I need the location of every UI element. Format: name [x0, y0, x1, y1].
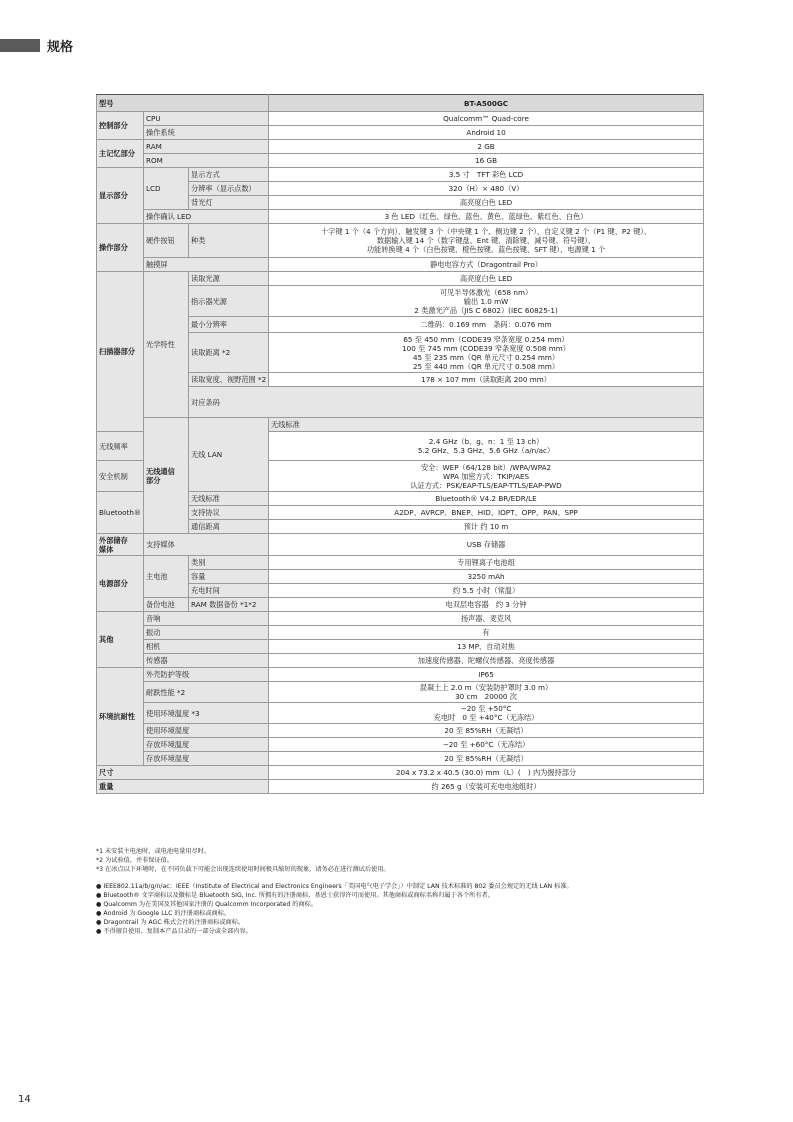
- table-row: [97, 506, 704, 520]
- table-row: [97, 570, 704, 584]
- sound-label: 音响: [144, 612, 269, 626]
- sensor-label: 传感器: [144, 654, 269, 668]
- aim-label: 指示器光源: [189, 286, 269, 317]
- bt-label: Bluetooth®: [97, 492, 144, 534]
- page-title: 规格: [47, 40, 74, 55]
- main-battery-label: 主电池: [144, 556, 189, 598]
- os-label: 操作系统: [144, 126, 269, 140]
- model-value: BT-A500GC: [269, 95, 704, 112]
- table-row: [97, 317, 704, 333]
- humidity-label: 使用环境湿度: [144, 724, 269, 738]
- page-number: 14: [18, 1094, 31, 1105]
- ip-label: 外壳防护等级: [144, 668, 269, 682]
- camera-value: 13 MP、自动对焦: [269, 640, 704, 654]
- table-row: [97, 112, 704, 126]
- battery-type-value: 专用锂离子电池组: [269, 556, 704, 570]
- backlight-value: 高亮度白色 LED: [269, 196, 704, 210]
- table-row: [97, 95, 704, 112]
- fov-value: 178 × 107 mm（读取距离 200 mm）: [269, 373, 704, 387]
- wireless-label: 无线通信 部分: [144, 418, 189, 534]
- lcd-label: LCD: [144, 168, 189, 210]
- table-row: [97, 272, 704, 286]
- distance-label: 读取距离 *2: [189, 333, 269, 373]
- table-row: [97, 154, 704, 168]
- bt-prof-value: A2DP、AVRCP、BNEP、HID、IOPT、OPP、PAN、SPP: [269, 506, 704, 520]
- table-row: [97, 584, 704, 598]
- lan-freq-value: 2.4 GHz（b、g、n：1 至 13 ch） 5.2 GHz、5.3 GHz、5.6 GHz（a/n/ac）: [269, 432, 704, 461]
- media-label: 支持媒体: [144, 534, 269, 556]
- kind-label: 种类: [189, 224, 269, 258]
- storage-temp-value: −20 至 +60°C（无冻结）: [269, 738, 704, 752]
- other-label: 其他: [97, 612, 144, 668]
- humidity-value: 20 至 85%RH（无凝结）: [269, 724, 704, 738]
- trademark-note: ● Bluetooth® 文字商标以及徽标是 Bluetooth SIG, Inc. 所拥有的注册商标，基恩士获得许可而使用。其他商标或商标名称归属于各个所有者。: [96, 892, 494, 899]
- table-row: [97, 626, 704, 640]
- distance-value: 65 至 450 mm（CODE39 窄条宽度 0.254 mm） 100 至 745 mm (CODE39 窄条宽度 0.508 mm） 45 至 235 mm（QR 单元尺寸 0.254 mm） 25 至 440 mm（QR 单元尺寸 0.508 mm）: [269, 333, 704, 373]
- cpu-label: CPU: [144, 112, 269, 126]
- storage-humidity-value: 20 至 85%RH（无凝结）: [269, 752, 704, 766]
- table-row: [97, 654, 704, 668]
- header-bar: [0, 39, 40, 52]
- table-row: [97, 387, 704, 418]
- light-value: 高亮度白色 LED: [269, 272, 704, 286]
- capacity-value: 3250 mAh: [269, 570, 704, 584]
- resolution-label: 分辨率（显示点数）: [189, 182, 269, 196]
- table-row: [97, 182, 704, 196]
- table-row: [97, 780, 704, 794]
- min-res-label: 最小分辨率: [189, 317, 269, 333]
- capacity-label: 容量: [189, 570, 269, 584]
- table-row: [97, 534, 704, 556]
- trademark-note: ● 不得擅自使用、复制本产品目录的一部分或全部内容。: [96, 928, 252, 935]
- footnote: *1 未安装主电池时，或电池电量用尽时。: [96, 848, 211, 855]
- size-label: 尺寸: [97, 766, 269, 780]
- weight-value: 约 265 g（安装可充电电池组时）: [269, 780, 704, 794]
- ip-value: IP65: [269, 668, 704, 682]
- led-value: 3 色 LED（红色、绿色、蓝色、黄色、蓝绿色、紫红色、白色）: [269, 210, 704, 224]
- table-row: [97, 598, 704, 612]
- lan-sec-value: 安全：WEP（64/128 bit）/WPA/WPA2 WPA 加密方式：TKIP/AES 认证方式：PSK/EAP-TLS/EAP-TTLS/EAP-PWD: [269, 461, 704, 492]
- scanner-label: 扫描器部分: [97, 272, 144, 432]
- battery-type-label: 类别: [189, 556, 269, 570]
- trademark-note: ● Android 为 Google LLC 的注册商标或商标。: [96, 910, 231, 917]
- table-row: [97, 703, 704, 724]
- temp-value: −20 至 +50°C 充电时 0 至 +40°C（无冻结）: [269, 703, 704, 724]
- table-row: [97, 168, 704, 182]
- hw-button-label: 硬件按钮: [144, 224, 189, 258]
- led-label: 操作确认 LED: [144, 210, 269, 224]
- trademark-note: ● IEEE802.11a/b/g/n/ac：IEEE（Institute of Electrical and Electronics Engineers「美国电气电子学会」）中制定 LAN 技术标准的 802 委员会规定的无线 LAN 标准。: [96, 883, 573, 890]
- notes: [96, 847, 706, 936]
- memory-label: 主记忆部分: [97, 140, 144, 168]
- backup-label: 备份电池: [144, 598, 189, 612]
- table-row: [97, 286, 704, 317]
- vibration-label: 振动: [144, 626, 269, 640]
- table-row: [97, 492, 704, 506]
- table-row: [97, 520, 704, 534]
- bt-std-value: Bluetooth® V4.2 BR/EDR/LE: [269, 492, 704, 506]
- model-label: 型号: [97, 95, 269, 112]
- size-value: 204 x 73.2 x 40.5 (30.0) mm（L）( ) 内为握持部分: [269, 766, 704, 780]
- table-row: [97, 333, 704, 373]
- codes-label: 对应条码: [189, 387, 704, 418]
- table-row: [97, 682, 704, 703]
- touch-value: 静电电容方式（Dragontrail Pro）: [269, 258, 704, 272]
- charge-value: 约 5.5 小时（常温）: [269, 584, 704, 598]
- storage-label: 外部储存 媒体: [97, 534, 144, 556]
- table-row: [97, 738, 704, 752]
- sensor-value: 加速度传感器、陀螺仪传感器、亮度传感器: [269, 654, 704, 668]
- table-row: [97, 140, 704, 154]
- temp-label: 使用环境温度 *3: [144, 703, 269, 724]
- footnote: *3 在冰点以下环境时，在不同负载下可能会出现连续使用时间极具缩短的现象，请务必在进行测试后使用。: [96, 866, 390, 873]
- rom-value: 16 GB: [269, 154, 704, 168]
- control-label: 控制部分: [97, 112, 144, 140]
- spec-table: [96, 94, 704, 794]
- table-row: [97, 196, 704, 210]
- media-value: USB 存储器: [269, 534, 704, 556]
- lan-label: 无线 LAN: [189, 418, 269, 492]
- storage-temp-label: 存放环境温度: [144, 738, 269, 752]
- display-label: 显示部分: [97, 168, 144, 224]
- camera-label: 相机: [144, 640, 269, 654]
- ram-value: 2 GB: [269, 140, 704, 154]
- trademark-note: ● Qualcomm 为在美国及其他国家注册的 Qualcomm Incorporated 的商标。: [96, 901, 318, 908]
- drop-value: 混凝土上 2.0 m（安装防护罩时 3.0 m） 30 cm 20000 次: [269, 682, 704, 703]
- table-row: [97, 210, 704, 224]
- cpu-value: Qualcomm™ Quad-core: [269, 112, 704, 126]
- sound-value: 扬声器、麦克风: [269, 612, 704, 626]
- ram-label: RAM: [144, 140, 269, 154]
- table-row: [97, 224, 704, 258]
- power-label: 电源部分: [97, 556, 144, 612]
- weight-label: 重量: [97, 780, 269, 794]
- bt-dist-label: 通信距离: [189, 520, 269, 534]
- display-type-value: 3.5 寸 TFT 彩色 LCD: [269, 168, 704, 182]
- table-row: [97, 556, 704, 570]
- table-row: [97, 612, 704, 626]
- table-row: [97, 724, 704, 738]
- table-row: [97, 640, 704, 654]
- backup-value: 电双层电容器 约 3 分钟: [269, 598, 704, 612]
- table-row: [97, 418, 704, 432]
- bt-prof-label: 支持协议: [189, 506, 269, 520]
- footnote: *2 为试验值，并非保证值。: [96, 857, 174, 864]
- backlight-label: 背光灯: [189, 196, 269, 210]
- table-row: [97, 126, 704, 140]
- table-row: [97, 258, 704, 272]
- storage-humidity-label: 存放环境湿度: [144, 752, 269, 766]
- bt-dist-value: 预计 约 10 m: [269, 520, 704, 534]
- resolution-value: 320（H）× 480（V）: [269, 182, 704, 196]
- operation-label: 操作部分: [97, 224, 144, 272]
- optical-label: 光学特性: [144, 272, 189, 418]
- table-row: [97, 373, 704, 387]
- lan-std-label: 无线标准: [269, 418, 704, 432]
- table-row: [97, 752, 704, 766]
- kind-value: 十字键 1 个（4 个方向）、触发键 3 个（中央键 1 个、侧边键 2 个）、自定义键 2 个（P1 键、P2 键）、 数据输入键 14 个（数字键盘、Ent 键、清除键、减号键、符号键）、 功能转换键 4 个（白色按键、橙色按键、蓝色按键、SFT 键）、电源键 1 个: [269, 224, 704, 258]
- rom-label: ROM: [144, 154, 269, 168]
- light-label: 读取光源: [189, 272, 269, 286]
- trademark-note: ● Dragontrail 为 AGC 株式会社的注册商标或商标。: [96, 919, 245, 926]
- touch-label: 触摸屏: [144, 258, 269, 272]
- lan-freq-label: 无线频率: [97, 432, 144, 461]
- lan-sec-label: 安全机制: [97, 461, 144, 492]
- table-row: [97, 766, 704, 780]
- display-type-label: 显示方式: [189, 168, 269, 182]
- bt-std-label: 无线标准: [189, 492, 269, 506]
- backup-sub-label: RAM 数据备份 *1*2: [189, 598, 269, 612]
- vibration-value: 有: [269, 626, 704, 640]
- min-res-value: 二维码：0.169 mm 条码：0.076 mm: [269, 317, 704, 333]
- fov-label: 读取宽度、视野范围 *2: [189, 373, 269, 387]
- charge-label: 充电时间: [189, 584, 269, 598]
- aim-value: 可见半导体激光（658 nm） 输出 1.0 mW 2 类激光产品（JIS C 6802）(IEC 60825-1): [269, 286, 704, 317]
- os-value: Android 10: [269, 126, 704, 140]
- table-row: [97, 668, 704, 682]
- drop-label: 耐跌性能 *2: [144, 682, 269, 703]
- env-label: 环境抗耐性: [97, 668, 144, 766]
